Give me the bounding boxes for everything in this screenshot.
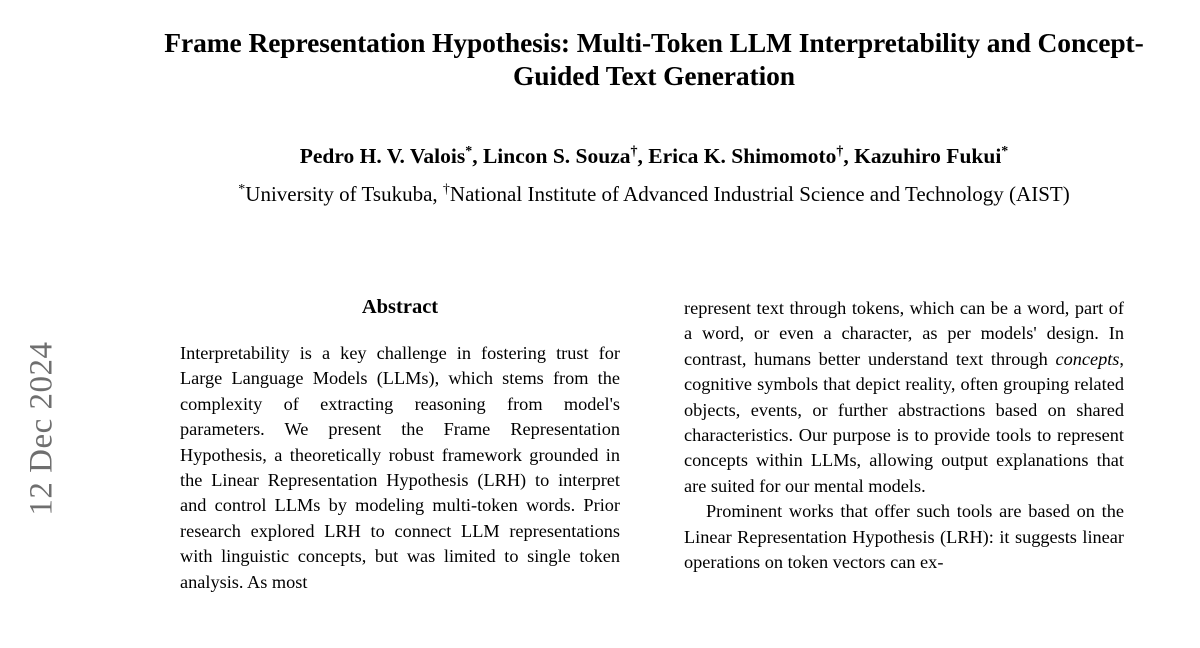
affiliation-mark-0: *: [238, 182, 246, 198]
intro-paragraph-2: Prominent works that offer such tools are based on the Linear Representation Hypothesis (LRH): it suggests linear operations on token vectors can ex-: [684, 501, 1124, 573]
affiliation-mark-1: †: [442, 182, 450, 198]
two-column-body: [108, 296, 1200, 595]
affiliation-name-1: National Institute of Advanced Industrial Science and Technology (AIST): [449, 182, 1070, 207]
author-name-0: Pedro H. V. Valois: [299, 144, 466, 169]
affiliation-list: [108, 170, 1200, 207]
author-mark-3: *: [1001, 144, 1009, 159]
author-list: Pedro H. V. Valois*, Lincon S. Souza†, Erica K. Shimomoto†, Kazuhiro Fukui*: [299, 144, 1009, 169]
abstract-heading: Abstract: [361, 296, 439, 318]
author-mark-0: *: [465, 144, 473, 159]
author-name-2: Erica K. Shimomoto: [648, 144, 837, 169]
paper-page: [108, 0, 1200, 648]
affiliation-name-0: University of Tsukuba,: [245, 182, 438, 207]
intro-paragraph-1: represent text through tokens, which can be a word, part of a word, or even a character, as per models' design. In contrast, humans better understand text through concepts, cognitive symbols that depict reality, often grouping related objects, events, or further abstractions based on shared characteristics. Our purpose is to provide tools to represent concepts within LLMs, allowing output explanations that are suited for our mental models.: [684, 298, 1124, 496]
abstract-column: [180, 296, 620, 595]
author-mark-1: †: [630, 144, 638, 159]
introduction-column: [684, 296, 1124, 595]
abstract-paragraph: Interpretability is a key challenge in fostering trust for Large Language Models (LLMs), which stems from the complexity of extracting reasoning from model's parameters. We present the Frame Representation Hypothesis, a theoretically robust framework grounded in the Linear Representation Hypothesis (LRH) to interpret and control LLMs by modeling multi-token words. Prior research explored LRH to connect LLM representations with linguistic concepts, but was limited to single token analysis. As most: [180, 343, 620, 592]
page-title: Frame Representation Hypothesis: Multi-Token LLM Interpretability and Concept-Guided Text Generation: [164, 27, 1144, 91]
arxiv-date-text: 12 Dec 2024: [23, 341, 60, 516]
arxiv-date-stamp: [0, 0, 108, 648]
author-name-3: Kazuhiro Fukui: [854, 144, 1002, 169]
author-name-1: Lincon S. Souza: [482, 144, 631, 169]
author-mark-2: †: [836, 144, 844, 159]
